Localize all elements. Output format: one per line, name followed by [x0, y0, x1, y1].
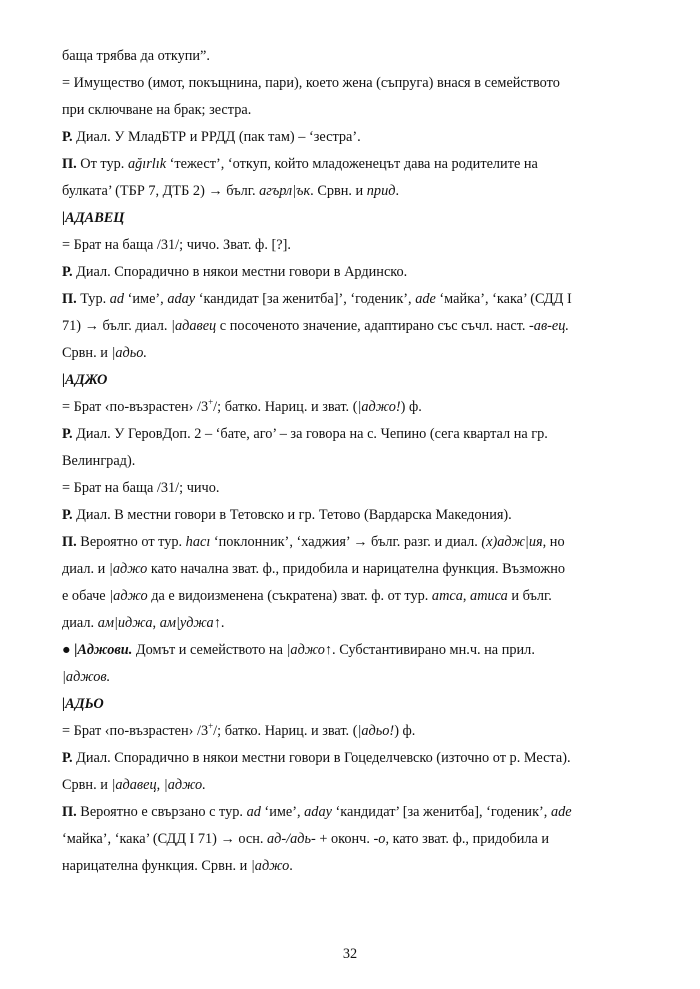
text-line [62, 286, 642, 313]
text-segment: диал. и [62, 561, 109, 577]
text-line [62, 772, 642, 799]
text-segment: нарицателна функция. Срвн. и [62, 858, 251, 874]
text-segment: . [395, 183, 400, 199]
text-line [62, 97, 642, 124]
text-line [62, 502, 642, 529]
text-line [62, 664, 642, 691]
section-marker: Р. [62, 507, 73, 523]
text-line [62, 853, 642, 880]
text-line [62, 799, 642, 826]
section-marker: Р. [62, 750, 73, 766]
italic-form: (х)адж|ия [481, 534, 543, 550]
page-number: 32 [342, 946, 358, 962]
section-marker: Р. [62, 426, 73, 442]
italic-form: hacı [185, 534, 211, 550]
entry-headword [62, 367, 642, 394]
dictionary-text [62, 43, 642, 880]
text-line [62, 70, 642, 97]
text-line [62, 394, 642, 421]
italic-form: ağırlık [127, 156, 167, 172]
text-segment: . Срвн. и [310, 183, 367, 199]
text-segment: Вероятно е свързано с тур. [76, 804, 247, 820]
text-line [62, 340, 642, 367]
text-segment: ‘име’, [124, 291, 168, 307]
text-segment: Диал. У МладБТР и РРДД (пак там) – ‘зестра’. [72, 129, 361, 145]
text-segment: Тур. [76, 291, 110, 307]
section-marker: П. [62, 534, 77, 550]
text-line [62, 637, 642, 664]
text-line [62, 475, 642, 502]
italic-form: |адавец [171, 318, 217, 334]
text-line [62, 448, 642, 475]
text-segment: 71) → бълг. диал. [62, 318, 172, 334]
italic-form: aday [304, 804, 332, 820]
section-marker: П. [62, 804, 77, 820]
text-segment: ‘име’, [260, 804, 305, 820]
headword: |АДЬО [62, 696, 104, 712]
text-segment: , [462, 588, 471, 604]
text-line [62, 718, 642, 745]
text-line [62, 529, 642, 556]
italic-form: агърл|ък [259, 183, 311, 199]
italic-form: amca [431, 588, 463, 604]
text-segment: да е видоизменена (съкратена) зват. ф. от тур. [147, 588, 432, 604]
italic-form: ам|уджа [159, 615, 214, 631]
italic-form: прид [366, 183, 396, 199]
italic-form: |аджо [286, 642, 325, 658]
text-segment: ● [62, 642, 75, 658]
headword: |АДАВЕЦ [62, 210, 125, 226]
section-marker: Р. [62, 264, 73, 280]
italic-form: |аджо. [163, 777, 206, 793]
text-segment: Срвн. и [62, 777, 112, 793]
text-segment: ‘майка’, ‘кака’ (СДД I [435, 291, 572, 307]
text-line [62, 178, 642, 205]
text-segment: , като зват. ф., придобила и [385, 831, 550, 847]
text-segment: ↑. [213, 615, 225, 631]
superscript: + [208, 397, 214, 408]
text-segment: = Брат на баща /31/; чичо. [62, 480, 220, 496]
text-line [62, 610, 642, 637]
text-line [62, 745, 642, 772]
italic-form: ad [109, 291, 125, 307]
text-segment: Срвн. и [62, 345, 112, 361]
text-segment: ‘кандидат’ [за женитба], ‘годеник’, [331, 804, 551, 820]
text-segment: ) ф. [400, 399, 422, 415]
text-segment: Диал. У ГеровДоп. 2 – ‘бате, аго’ – за говора на с. Чепино (сега квартал на гр. [72, 426, 548, 442]
text-segment: Велинград). [62, 453, 136, 469]
text-line [62, 151, 642, 178]
italic-form: |аджов. [62, 669, 111, 685]
text-segment: От тур. [76, 156, 128, 172]
italic-form: ade [550, 804, 572, 820]
text-line [62, 259, 642, 286]
headword: |Аджови. [74, 642, 133, 658]
text-line [62, 556, 642, 583]
italic-form: |аджо! [357, 399, 401, 415]
italic-form: |адавец [111, 777, 157, 793]
text-segment: Домът и семейството на [132, 642, 287, 658]
text-segment: Вероятно от тур. [76, 534, 186, 550]
text-segment: ‘кандидат [за женитба]’, ‘годеник’, [195, 291, 416, 307]
italic-form: ад-/адь- [267, 831, 316, 847]
text-segment: /; батко. Нариц. и зват. ( [213, 399, 358, 415]
text-segment: = Имущество (имот, покъщнина, пари), което жена (съпруга) внася в семейството [62, 75, 560, 91]
text-segment: , [156, 777, 164, 793]
text-segment: с посоченото значение, адаптирано със съчл. наст. [216, 318, 530, 334]
text-segment: диал. [62, 615, 98, 631]
text-segment: е обаче [62, 588, 110, 604]
text-segment: ‘майка’, ‘кака’ (СДД I 71) → осн. [62, 831, 268, 847]
text-line [62, 826, 642, 853]
italic-form: |аджо [108, 561, 148, 577]
text-segment: булката’ (ТБР 7, ДТБ 2) → бълг. [62, 183, 260, 199]
headword: |АДЖО [62, 372, 108, 388]
text-segment: = Брат ‹по-възрастен› /3 [62, 399, 209, 415]
text-line [62, 583, 642, 610]
text-segment: = Брат ‹по-възрастен› /3 [62, 723, 209, 739]
text-segment: Диал. Спорадично в някои местни говори в Гоцеделчевско (източно от р. Места). [72, 750, 571, 766]
text-segment: = Брат на баща /31/; чичо. Зват. ф. [?]. [62, 237, 291, 253]
italic-form: |аджо [109, 588, 148, 604]
text-line [62, 124, 642, 151]
entry-headword [62, 205, 642, 232]
text-segment: Диал. В местни говори в Тетовско и гр. Тетово (Вардарска Македония). [72, 507, 512, 523]
italic-form: |адьо! [357, 723, 395, 739]
section-marker: П. [62, 291, 77, 307]
entry-headword [62, 691, 642, 718]
text-segment: баща трябва да откупи”. [62, 48, 210, 64]
text-segment: , но [542, 534, 565, 550]
section-marker: Р. [62, 129, 73, 145]
text-line [62, 421, 642, 448]
superscript: + [208, 721, 214, 732]
text-segment: . [289, 858, 293, 874]
text-line [62, 313, 642, 340]
text-segment: Диал. Спорадично в някои местни говори в Ардинско. [72, 264, 408, 280]
italic-form: ad [246, 804, 261, 820]
text-line [62, 43, 642, 70]
italic-form: |аджо [250, 858, 290, 874]
section-marker: П. [62, 156, 77, 172]
text-segment: ‘поклонник’, ‘хаджия’ → бълг. разг. и диал. [210, 534, 482, 550]
text-segment: /; батко. Нариц. и зват. ( [213, 723, 358, 739]
text-segment: + оконч. [315, 831, 374, 847]
text-segment: като начална зват. ф., придобила и нарицателна функция. Възможно [147, 561, 566, 577]
text-segment: , [152, 615, 160, 631]
italic-form: amиса [470, 588, 508, 604]
text-line [62, 232, 642, 259]
text-segment: ↑. Субстантивирано мн.ч. на прил. [324, 642, 535, 658]
text-segment: и бълг. [507, 588, 552, 604]
text-segment: ‘тежест’, ‘откуп, който младоженецът дава на родителите на [166, 156, 538, 172]
italic-form: aday [167, 291, 196, 307]
italic-form: -ав-ец. [529, 318, 569, 334]
text-segment: при сключване на брак; зестра. [62, 102, 252, 118]
italic-form: ам|иджа [97, 615, 153, 631]
italic-form: -о [373, 831, 386, 847]
italic-form: |адьо. [111, 345, 148, 361]
text-segment: ) ф. [394, 723, 416, 739]
italic-form: ade [415, 291, 436, 307]
